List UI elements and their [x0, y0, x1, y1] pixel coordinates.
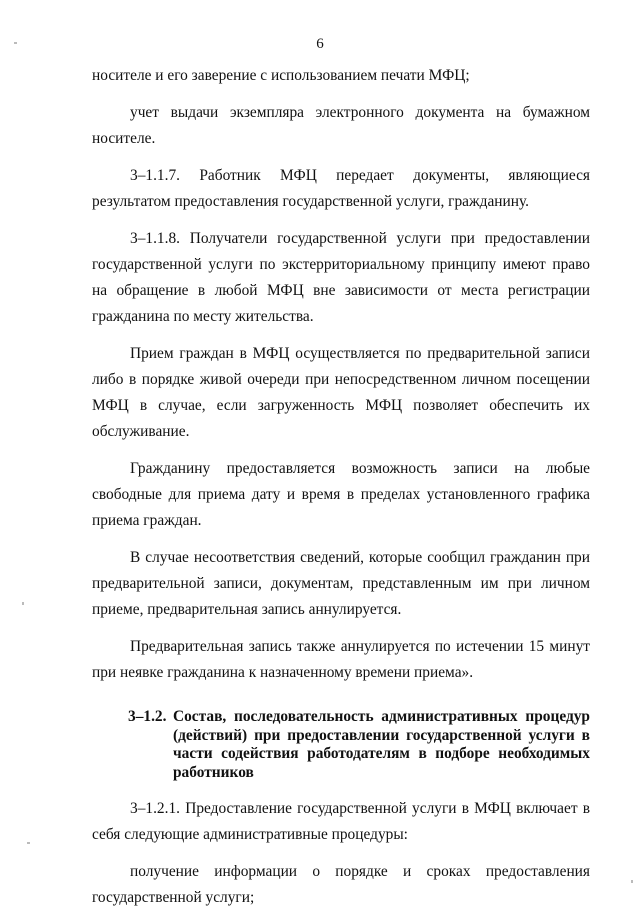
scan-mark — [27, 842, 30, 844]
paragraph: Прием граждан в МФЦ осуществляется по предварительной записи либо в порядке живой очереди при непосредственном личном посещении МФЦ в случае, если загруженность МФЦ позволяет обеспечить их обслуживание. — [92, 345, 590, 440]
paragraph: В случае несоответствия сведений, которые сообщил гражданин при предварительной записи, документам, представленным им при личном приеме, предварительная запись аннулируется. — [92, 549, 590, 618]
paragraph: носителе и его заверение с использованием печати МФЦ; — [92, 67, 470, 84]
paragraph: получение информации о порядке и сроках предоставления государственной услуги; — [92, 863, 590, 906]
paragraph: Гражданину предоставляется возможность записи на любые свободные для приема дату и время в пределах установленного графика приема граждан. — [92, 460, 590, 529]
scan-mark — [631, 880, 633, 883]
section-title: Состав, последовательность административных процедур (действий) при предоставлении государственной услуги в части содействия работодателям в подборе необходимых работников — [173, 708, 590, 781]
page-number: 6 — [316, 36, 324, 52]
paragraph: 3–1.1.7. Работник МФЦ передает документы, являющиеся результатом предоставления государственной услуги, гражданину. — [92, 167, 590, 210]
paragraph: 3–1.2.1. Предоставление государственной услуги в МФЦ включает в себя следующие административные процедуры: — [92, 800, 590, 843]
document-body — [92, 63, 590, 911]
scan-mark — [22, 602, 24, 605]
section-heading — [92, 708, 590, 782]
section-number: 3–1.2. — [128, 708, 167, 725]
paragraph: учет выдачи экземпляра электронного документа на бумажном носителе. — [92, 104, 590, 147]
paragraph: 3–1.1.8. Получатели государственной услуги при предоставлении государственной услуги по экстерриториальному принципу имеют право на обращение в любой МФЦ вне зависимости от места регистрации гражданина по месту жительства. — [92, 230, 590, 325]
paragraph: Предварительная запись также аннулируется по истечении 15 минут при неявке гражданина к назначенному времени приема». — [92, 638, 590, 681]
